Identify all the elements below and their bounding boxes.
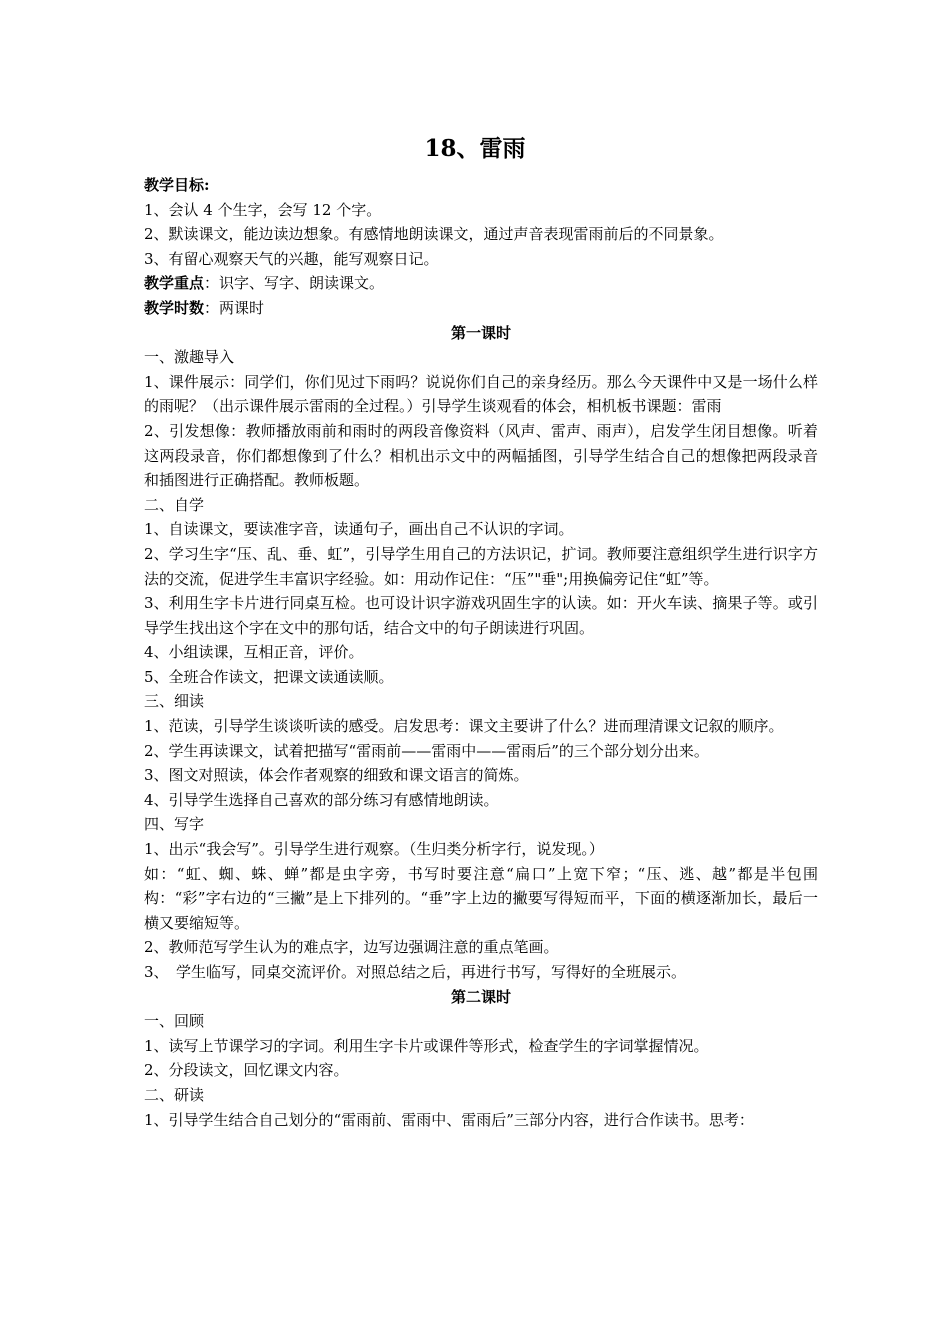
section-item: 如：“虹、蜘、蛛、蝉”都是虫字旁，书写时要注意“扁口”上宽下窄；“压、逃、越”都是半包围构：“彩”字右边的“三撇”是上下排列的。“垂”字上边的撇要写得短而平，下面的横逐渐加长，最后一横又要缩短等。 (144, 864, 818, 932)
section-item: 1、出示“我会写”。引导学生进行观察。（生归类分析字行，说发现。） (144, 840, 604, 859)
section-item: 1、引导学生结合自己划分的“雷雨前、雷雨中、雷雨后”三部分内容，进行合作读书。思考： (144, 1110, 754, 1129)
section-title: 一、回顾 (144, 1012, 205, 1031)
section-title: 三、细读 (144, 692, 205, 711)
section-item: 4、引导学生选择自己喜欢的部分练习有感情地朗读。 (144, 790, 499, 809)
section-item: 2、引发想像：教师播放雨前和雨时的两段音像资料（风声、雷声、雨声），启发学生闭目想像。听着这两段录音，你们都想像到了什么？相机出示文中的两幅插图，引导学生结合自己的想像把两段录音和插图进行正确搭配。教师板题。 (144, 421, 818, 490)
section-item: 2、学生再读课文，试着把描写“雷雨前——雷雨中——雷雨后”的三个部分划分出来。 (144, 741, 709, 760)
objectives-heading: 教学目标: (144, 176, 210, 194)
teaching-focus-label: 教学重点 (144, 274, 205, 293)
teaching-hours-label: 教学时数 (144, 298, 205, 317)
teaching-hours-text: ：两课时 (204, 298, 265, 317)
section-item: 3、图文对照读，体会作者观察的细致和课文语言的简炼。 (144, 766, 529, 785)
section-item: 1、范读，引导学生谈谈听读的感受。启发思考：课文主要讲了什么？进而理清课文记叙的顺序。 (144, 717, 784, 736)
section-item: 4、小组读课，互相正音，评价。 (144, 643, 364, 662)
section-item: 1、自读课文，要读准字音，读通句子，画出自己不认识的字词。 (144, 520, 574, 539)
objective-item: 2、默读课文，能边读边想象。有感情地朗读课文，通过声音表现雷雨前后的不同景象。 (144, 225, 724, 244)
teaching-focus (144, 271, 818, 296)
section-title: 二、自学 (144, 495, 205, 514)
section-item: 1、课件展示：同学们，你们见过下雨吗？说说你们自己的亲身经历。那么今天课件中又是一场什么样的雨呢？（出示课件展示雷雨的全过程。）引导学生谈观看的体会，相机板书课题：雷雨 (144, 372, 818, 416)
teaching-hours (144, 296, 818, 321)
objective-item: 1、会认 4 个生字，会写 12 个字。 (144, 200, 382, 219)
page-title: 18、雷雨 (424, 135, 526, 162)
section-title: 一、激趣导入 (144, 348, 235, 367)
section-item: 3、 学生临写，同桌交流评价。对照总结之后，再进行书写，写得好的全班展示。 (144, 963, 687, 981)
document-body (144, 173, 818, 1132)
section-title: 二、研读 (144, 1085, 205, 1104)
section-item: 2、教师范写学生认为的难点字，边写边强调注意的重点笔画。 (144, 938, 559, 957)
section-item: 2、学习生字“压、乱、垂、虹”，引导学生用自己的方法识记，扩词。教师要注意组织学生进行识字方法的交流，促进学生丰富识字经验。如：用动作记住：“压”"垂";用换偏旁记住“虹”等。 (144, 544, 818, 588)
section-item: 3、利用生字卡片进行同桌互检。也可设计识字游戏巩固生字的认读。如：开火车读、摘果子等。或引导学生找出这个字在文中的那句话，结合文中的句子朗读进行巩固。 (144, 594, 818, 637)
lesson1-heading: 第一课时 (450, 323, 511, 342)
teaching-focus-text: ：识字、写字、朗读课文。 (204, 274, 385, 293)
section-item: 1、读写上节课学习的字词。利用生字卡片或课件等形式，检查学生的字词掌握情况。 (144, 1036, 709, 1055)
section-item: 2、分段读文，回忆课文内容。 (144, 1061, 349, 1080)
lesson2-heading: 第二课时 (450, 987, 511, 1006)
section-title: 四、写字 (144, 815, 205, 834)
section-item: 5、全班合作读文，把课文读通读顺。 (144, 667, 394, 686)
objective-item: 3、有留心观察天气的兴趣，能写观察日记。 (144, 249, 439, 268)
